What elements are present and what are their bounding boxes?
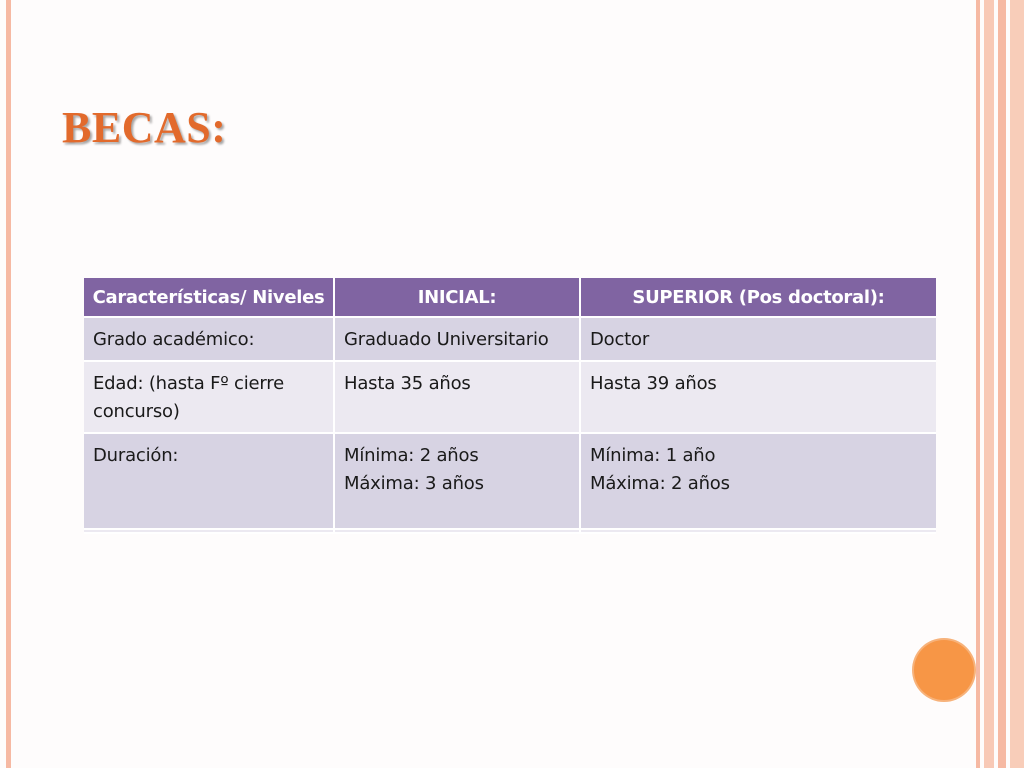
cell-label: Edad: (hasta Fº cierre concurso) [84,361,334,433]
cell-line: Graduado Universitario [344,329,549,350]
stripe [984,0,994,768]
cell-empty [84,529,334,533]
header-superior: SUPERIOR (Pos doctoral): [580,278,936,317]
cell-line: Mínima: 2 años [344,445,479,466]
cell-line: Hasta 39 años [590,373,717,394]
cell-line: Hasta 35 años [344,373,471,394]
cell-line: Máxima: 2 años [590,473,730,494]
right-border-decoration [976,0,1024,768]
cell-superior [580,433,936,529]
becas-table [84,278,936,534]
cell-superior [580,317,936,361]
stripe [1010,0,1024,768]
cell-superior [580,361,936,433]
cell-empty [580,529,936,533]
cell-label: Grado académico: [84,317,334,361]
orange-circle-decoration [914,640,974,700]
cell-line: Máxima: 3 años [344,473,484,494]
cell-inicial [334,317,580,361]
cell-inicial [334,361,580,433]
table-header-row [84,278,936,317]
cell-label: Duración: [84,433,334,529]
stripe [976,0,980,768]
table-row-duracion [84,433,936,529]
cell-line: Doctor [590,329,650,350]
table-row-grado [84,317,936,361]
becas-table-container [84,278,936,534]
header-caracteristicas: Características/ Niveles [84,278,334,317]
table-row-edad [84,361,936,433]
stripe [998,0,1006,768]
cell-inicial [334,433,580,529]
left-border-decoration [6,0,11,768]
table-tail-row [84,529,936,533]
cell-line: Mínima: 1 año [590,445,716,466]
header-inicial: INICIAL: [334,278,580,317]
slide-title: BECAS: [62,103,227,152]
cell-empty [334,529,580,533]
